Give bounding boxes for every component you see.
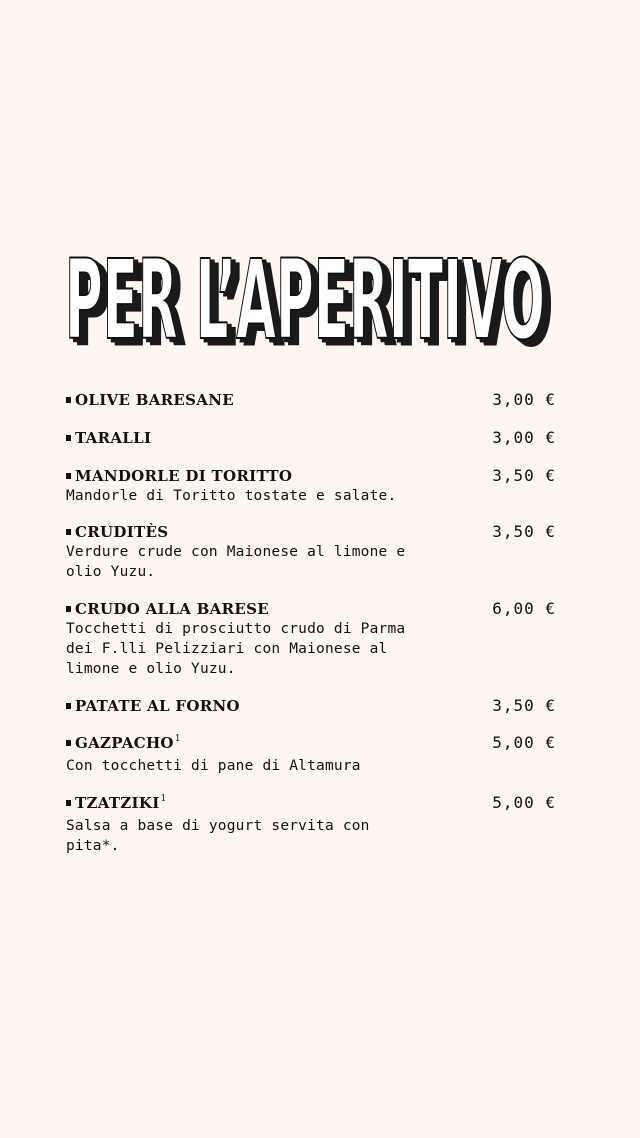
menu-item-name-text: CRUDITÈS	[75, 523, 169, 541]
menu-item-description: Mandorle di Toritto tostate e salate.	[66, 488, 397, 504]
menu-item	[66, 599, 556, 679]
menu-item-name	[66, 428, 151, 448]
menu-item-price: 3,50 €	[492, 466, 556, 485]
bullet-icon	[66, 740, 71, 746]
menu-item	[66, 428, 556, 448]
menu-item-price: 5,00 €	[492, 733, 556, 752]
menu-item-description: Tocchetti di prosciutto crudo di Parma dei F.lli Pelizziari con Maionese al limone e olio Yuzu.	[66, 621, 406, 677]
bullet-icon	[66, 606, 71, 612]
menu-item	[66, 733, 556, 776]
menu-item-name-text: TARALLI	[75, 429, 152, 447]
menu-item-name-text: TZATZIKI	[75, 794, 160, 812]
menu-item-name-text: MANDORLE DI TORITTO	[75, 467, 293, 485]
menu-list	[66, 390, 556, 856]
bullet-icon	[66, 800, 71, 806]
menu-item-name	[66, 696, 240, 716]
menu-item-name-text: GAZPACHO	[75, 734, 174, 752]
section-title-graphic	[64, 248, 564, 358]
menu-item-name	[66, 733, 181, 756]
menu-item-price: 5,00 €	[492, 793, 556, 812]
section-title-text: PER L’APERITIVO	[65, 248, 545, 358]
bullet-icon	[66, 703, 71, 709]
menu-item-price: 3,50 €	[492, 522, 556, 541]
section-title-shadow-mid: PER L’APERITIVO	[69, 248, 549, 358]
bullet-icon	[66, 397, 71, 403]
menu-item-name-text: CRUDO ALLA BARESE	[75, 600, 269, 618]
menu-item-price: 6,00 €	[492, 599, 556, 618]
menu-item-name-text: OLIVE BARESANE	[75, 391, 234, 409]
menu-item-name	[66, 390, 234, 410]
bullet-icon	[66, 473, 71, 479]
menu-item	[66, 466, 556, 506]
menu-item-name	[66, 522, 168, 542]
menu-item	[66, 696, 556, 716]
footnote-marker: 1	[174, 734, 181, 744]
menu-item-name	[66, 466, 292, 486]
menu-item-name	[66, 793, 167, 816]
menu-item-description: Con tocchetti di pane di Altamura	[66, 758, 361, 774]
menu-item-price: 3,50 €	[492, 696, 556, 715]
menu-item	[66, 793, 556, 856]
footnote-marker: 1	[160, 794, 167, 804]
menu-item-description: Verdure crude con Maionese al limone e olio Yuzu.	[66, 544, 406, 580]
menu-item-price: 3,00 €	[492, 390, 556, 409]
menu-item	[66, 522, 556, 582]
menu-item-price: 3,00 €	[492, 428, 556, 447]
menu-item-name-text: PATATE AL FORNO	[75, 697, 240, 715]
section-title	[64, 248, 564, 358]
menu-item-name	[66, 599, 269, 619]
bullet-icon	[66, 529, 71, 535]
section-title-shadow: PER L’APERITIVO	[73, 248, 553, 358]
menu-item	[66, 390, 556, 410]
bullet-icon	[66, 435, 71, 441]
menu-item-description: Salsa a base di yogurt servita con pita*.	[66, 818, 370, 854]
